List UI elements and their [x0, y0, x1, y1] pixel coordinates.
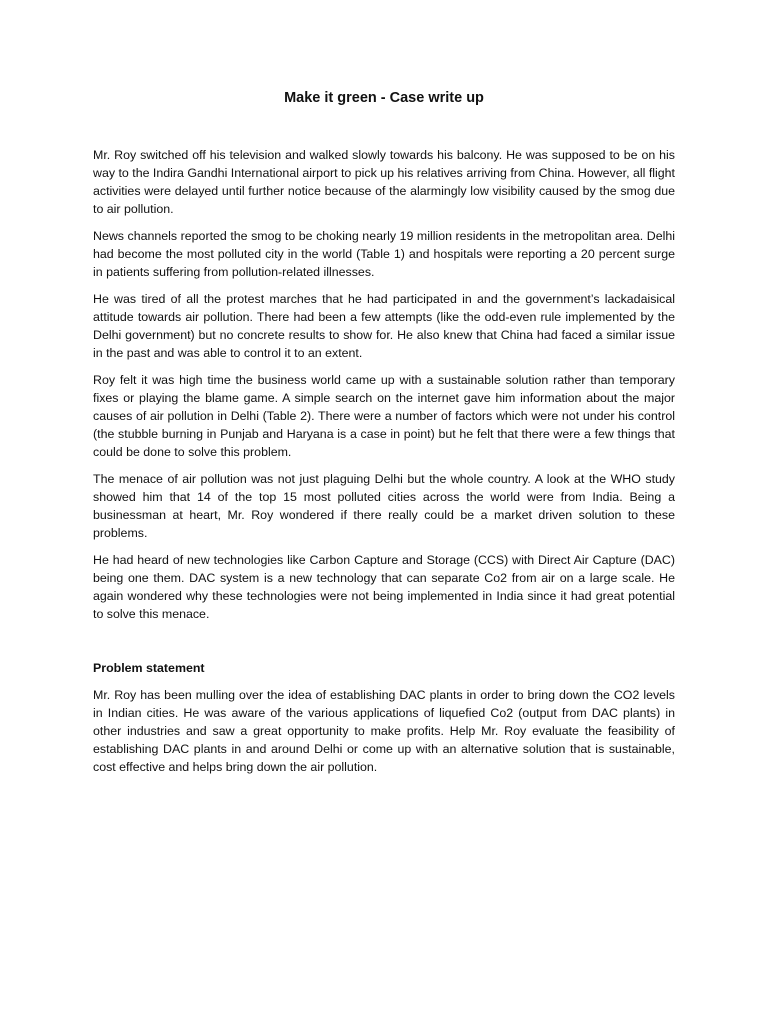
- paragraph-business: Roy felt it was high time the business world came up with a sustainable solution rather than temporary fixes or playing the blame game. A simple search on the internet gave him information about the major causes of air pollution in Delhi (Table 2). There were a number of factors which were not under his control (the stubble burning in Punjab and Haryana is a case in point) but he felt that there were a few things that could be done to solve this problem.: [93, 373, 675, 459]
- paragraph-news: News channels reported the smog to be choking nearly 19 million residents in the metropolitan area. Delhi had become the most polluted city in the world (Table 1) and hospitals were reporting a 20 percent surge in patients suffering from pollution-related illnesses.: [93, 229, 675, 279]
- problem-statement-heading: Problem statement: [93, 661, 205, 675]
- paragraph-menace: The menace of air pollution was not just plaguing Delhi but the whole country. A look at the WHO study showed him that 14 of the top 15 most polluted cities across the world were from India. Being a businessman at heart, Mr. Roy wondered if there really could be a market driven solution to these problems.: [93, 472, 675, 540]
- document-title: Make it green - Case write up: [284, 90, 484, 106]
- document-body: [93, 146, 675, 785]
- paragraph-intro: Mr. Roy switched off his television and walked slowly towards his balcony. He was supposed to be on his way to the Indira Gandhi International airport to pick up his relatives arriving from China. However, all flight activities were delayed until further notice because of the alarmingly low visibility caused by the smog due to air pollution.: [93, 148, 675, 216]
- paragraph-technology: He had heard of new technologies like Carbon Capture and Storage (CCS) with Direct Air Capture (DAC) being one them. DAC system is a new technology that can separate Co2 from air on a large scale. He again wondered why these technologies were not being implemented in India since it had great potential to solve this menace.: [93, 553, 675, 621]
- problem-statement-text: Mr. Roy has been mulling over the idea of establishing DAC plants in order to bring down the CO2 levels in Indian cities. He was aware of the various applications of liquefied Co2 (output from DAC plants) in other industries and saw a great opportunity to make profits. Help Mr. Roy evaluate the feasibility of establishing DAC plants in and around Delhi or come up with an alternative solution that is sustainable, cost effective and helps bring down the air pollution.: [93, 688, 675, 774]
- paragraph-protest: He was tired of all the protest marches that he had participated in and the government’s lackadaisical attitude towards air pollution. There had been a few attempts (like the odd-even rule implemented by the Delhi government) but no concrete results to show for. He also knew that China had faced a similar issue in the past and was able to control it to an extent.: [93, 292, 675, 360]
